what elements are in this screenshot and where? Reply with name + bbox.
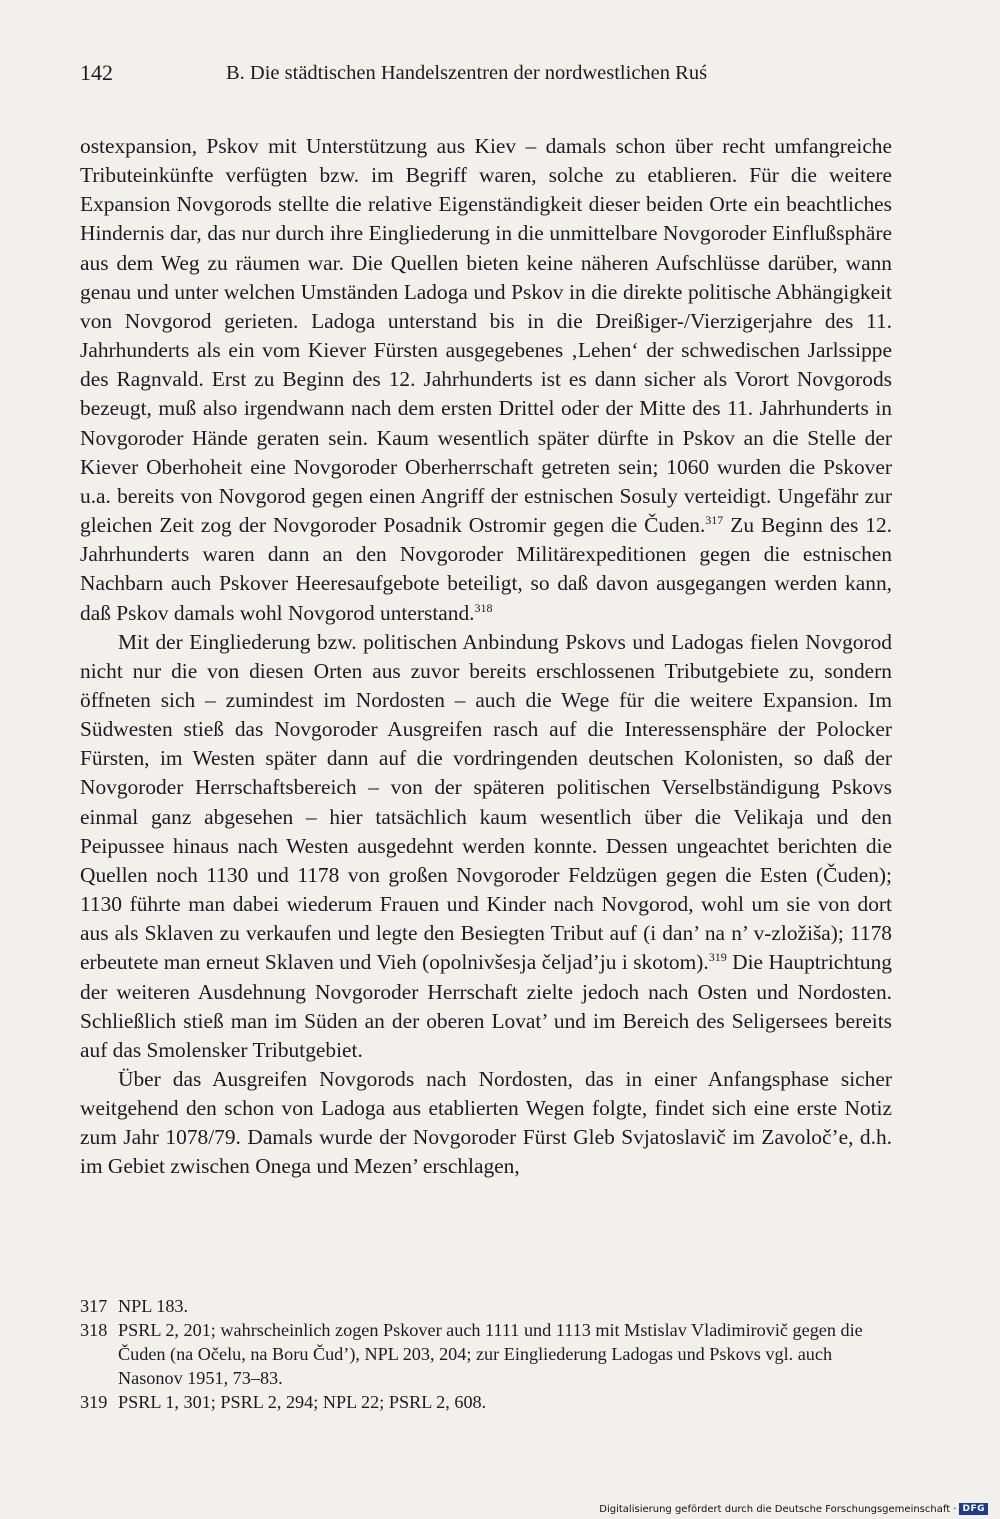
footnote-text: PSRL 1, 301; PSRL 2, 294; NPL 22; PSRL 2, 608. bbox=[118, 1392, 487, 1412]
footnote-ref-318[interactable]: 318 bbox=[474, 600, 493, 615]
dfg-logo: DFG bbox=[959, 1503, 988, 1515]
page-header bbox=[80, 60, 895, 90]
footnote-text: NPL 183. bbox=[118, 1296, 189, 1316]
footnote-number: 318 bbox=[80, 1320, 108, 1340]
digitization-credit bbox=[599, 1503, 988, 1515]
running-head: B. Die städtischen Handelszentren der nordwestlichen Ruś bbox=[226, 62, 708, 84]
paragraph-1-text-b: Zu Beginn des 12. Jahrhunderts waren dann an den Novgoroder Militärexpeditionen gegen die estnischen Nachbarn auch Pskover Heeresaufgebote beteiligt, so daß davon ausgegangen werden kann, daß Pskov damals wohl Novgorod unterstand. bbox=[80, 513, 892, 625]
footnote-number: 319 bbox=[80, 1392, 108, 1412]
paragraph-1 bbox=[80, 132, 892, 628]
paragraph-3: Über das Ausgreifen Novgorods nach Nordosten, das in einer Anfangsphase sicher weitgehend den schon von Ladoga aus etablierten Wegen folgte, findet sich eine erste Notiz zum Jahr 1078/79. Damals wurde der Novgoroder Fürst Gleb Svjatoslavič im Zavoloč’e, d.h. im Gebiet zwischen Onega und Mezen’ erschlagen, bbox=[80, 1067, 892, 1179]
credit-text: Digitalisierung gefördert durch die Deutsche Forschungsgemeinschaft · bbox=[599, 1503, 957, 1515]
body-text bbox=[80, 132, 892, 1182]
paragraph-2-text-b: Die Hauptrichtung der weiteren Ausdehnung Novgoroder Herrschaft zielte jedoch nach Osten und Nordosten. Schließlich stieß man im Süden an der oberen Lovat’ und im Bereich des Seligersees bereits auf das Smolensker Tributgebiet. bbox=[80, 950, 893, 1062]
footnote-ref-319[interactable]: 319 bbox=[708, 950, 727, 965]
paragraph-2-text-a: Mit der Eingliederung bzw. politischen Anbindung Pskovs und Ladogas fielen Novgorod nicht nur die von diesen Orten aus zuvor bereits erschlossenen Tributgebiete zu, sondern öffneten sich – zumindest im Nordosten – auch die Wege für die weitere Expansion. Im Südwesten stieß das Novgoroder Ausgreifen rasch auf die Interessensphäre der Polocker Fürsten, im Westen später dann auf die vordringenden deutschen Kolonisten, so daß der Novgoroder Herrschaftsbereich – von der späteren politischen Verselbständigung Pskovs einmal ganz abgesehen – hier tatsächlich kaum wesentlich über die Velikaja und den Peipussee hinaus nach Westen ausgedehnt werden konnte. Dessen ungeachtet berichten die Quellen noch 1130 und 1178 von großen Novgoroder Feldzügen gegen die Esten (Čuden); 1130 führte man dabei wiederum Frauen und Kinder nach Novgorod, wohl um sie von dort aus als Sklaven zu verkaufen und legte den Besiegten Tribut auf (i dan’ na n’ v-zložiša); 1178 erbeutete man erneut Sklaven und Vieh (opolnivšesja čeljad’ju i skotom). bbox=[80, 629, 892, 975]
footnote-ref-317[interactable]: 317 bbox=[705, 513, 724, 528]
footnotes bbox=[80, 1294, 892, 1414]
paragraph-2 bbox=[80, 628, 892, 1065]
footnote bbox=[80, 1294, 892, 1318]
footnote-number: 317 bbox=[80, 1296, 108, 1316]
footnote bbox=[80, 1318, 892, 1390]
footnote-text: PSRL 2, 201; wahrscheinlich zogen Pskover auch 1111 und 1113 mit Mstislav Vladimirovič gegen die Čuden (na Očelu, na Boru Čud’), NPL 203, 204; zur Eingliederung Ladogas und Pskovs vgl. auch Nasonov 1951, 73–83. bbox=[118, 1320, 863, 1388]
page-number: 142 bbox=[80, 60, 113, 85]
footnote bbox=[80, 1390, 892, 1414]
paragraph-1-text-a: ostexpansion, Pskov mit Unterstützung aus Kiev – damals schon über recht umfangreiche Tributeinkünfte verfügten bzw. im Begriff waren, solche zu etablieren. Für die weitere Expansion Novgorods stellte die relative Eigenständigkeit dieser beiden Orte ein beachtliches Hindernis dar, das nur durch ihre Eingliederung in die unmittelbare Novgoroder Einflußsphäre aus dem Weg zu räumen war. Die Quellen bieten keine näheren Aufschlüsse darüber, wann genau und unter welchen Umständen Ladoga und Pskov in die direkte politische Abhängigkeit von Novgorod gerieten. Ladoga unterstand bis in die Dreißiger-/Vierzigerjahre des 11. Jahrhunderts als ein vom Kiever Fürsten ausgegebenes ‚Lehen‘ der schwedischen Jarlssippe des Ragnvald. Erst zu Beginn des 12. Jahrhunderts ist es dann sicher als Vorort Novgorods bezeugt, muß also irgendwann nach dem ersten Drittel oder der Mitte des 11. Jahrhunderts in Novgoroder Hände geraten sein. Kaum wesentlich später dürfte in Pskov an die Stelle der Kiever Oberhoheit eine Novgoroder Oberherrschaft getreten sein; 1060 wurden die Pskover u.a. bereits von Novgorod gegen einen Angriff der estnischen Sosuly verteidigt. Ungefähr zur gleichen Zeit zog der Novgoroder Posadnik Ostromir gegen die Čuden. bbox=[80, 134, 892, 538]
